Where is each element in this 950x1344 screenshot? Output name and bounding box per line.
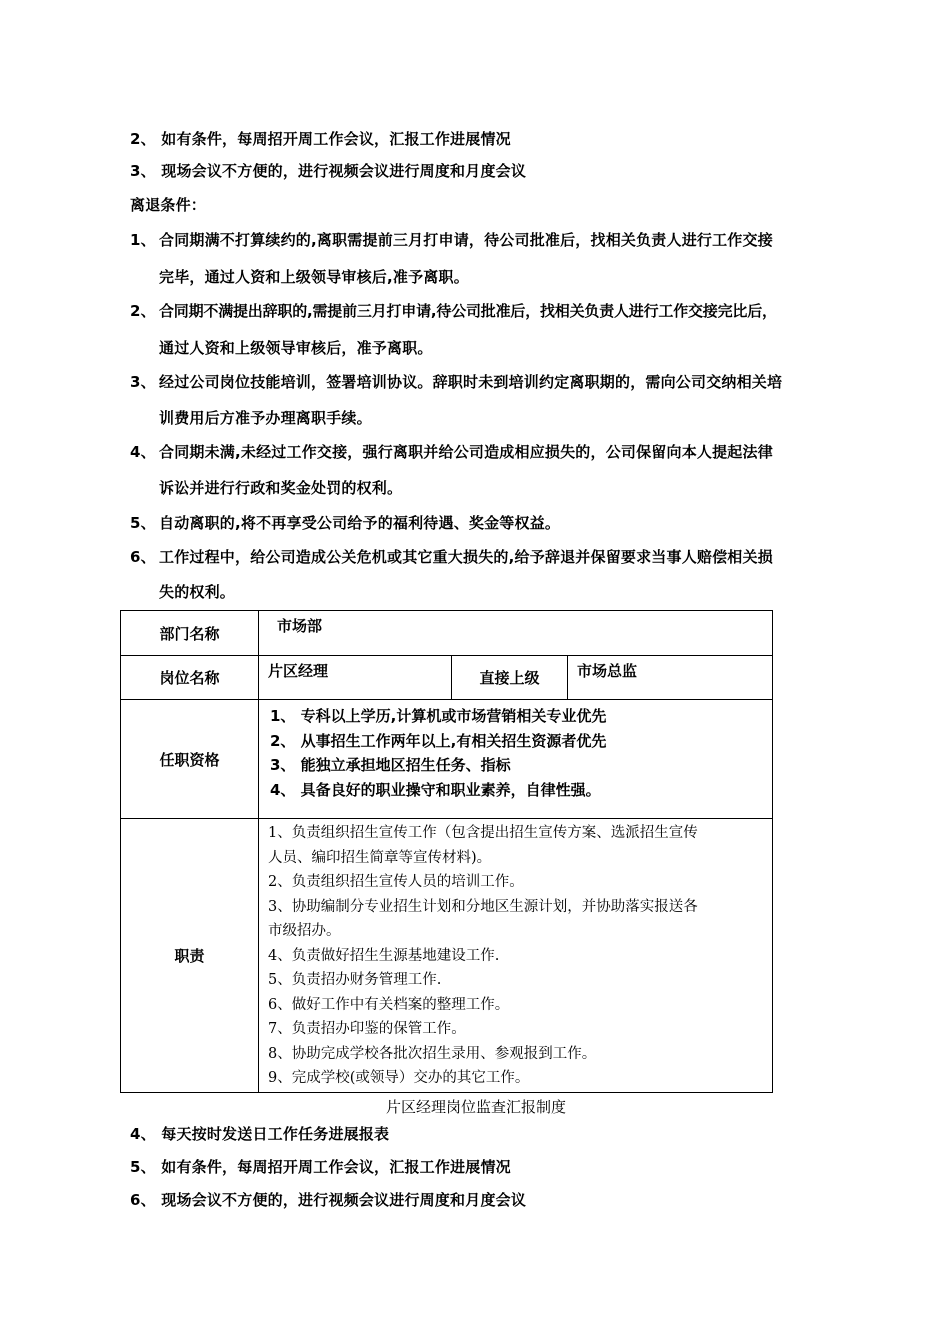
leave-item-text: 自动离职的,将不再享受公司给予的福利待遇、奖金等权益。 [159, 514, 561, 532]
leave-item-num: 4、 [130, 443, 156, 461]
duty-item: 9、完成学校(或领导）交办的其它工作。 [268, 1070, 530, 1086]
duty-item: 1、负责组织招生宣传工作（包含提出招生宣传方案、选派招生宣传 [268, 825, 698, 841]
duty-label: 职责 [121, 819, 259, 1093]
leave-item-text: 诉讼并进行行政和奖金处罚的权利。 [159, 479, 403, 497]
qualification-item: 2、 从事招生工作两年以上,有相关招生资源者优先 [270, 731, 607, 750]
leave-item-text: 合同期未满,未经过工作交接，强行离职并给公司造成相应损失的，公司保留向本人提起法律 [159, 443, 773, 461]
duty-item: 6、做好工作中有关档案的整理工作。 [268, 996, 510, 1013]
qualification-item: 4、 具备良好的职业操守和职业素养，自律性强。 [270, 780, 601, 799]
leave-item-text: 完毕，通过人资和上级领导审核后,准予离职。 [159, 268, 469, 286]
leave-item-text: 经过公司岗位技能培训，签署培训协议。辞职时未到培训约定离职期的，需向公司交纳相关培 [159, 373, 783, 391]
leave-item-num: 5、 [130, 514, 156, 532]
duty-item: 市级招办。 [268, 923, 341, 939]
bottom-list-item: 5、 如有条件，每周招开周工作会议，汇报工作进展情况 [130, 1158, 511, 1176]
post-value: 片区经理 [259, 656, 452, 700]
bottom-list-item: 6、 现场会议不方便的，进行视频会议进行周度和月度会议 [130, 1191, 527, 1209]
post-label: 岗位名称 [121, 656, 259, 700]
leave-item-text: 合同期满不打算续约的,离职需提前三月打申请，待公司批准后，找相关负责人进行工作交接 [159, 231, 773, 249]
duty-item: 人员、编印招生简章等宣传材料)。 [268, 849, 492, 866]
table-caption: 片区经理岗位监查汇报制度 [386, 1098, 567, 1116]
superior-label: 直接上级 [452, 656, 568, 700]
duty-item: 7、负责招办印鉴的保管工作。 [268, 1021, 466, 1037]
qualification-list [259, 700, 773, 819]
superior-value: 市场总监 [568, 656, 773, 700]
leave-item-text: 训费用后方准予办理离职手续。 [159, 409, 372, 427]
duty-list [259, 819, 773, 1093]
qualification-item: 1、 专科以上学历,计算机或市场营销相关专业优先 [270, 707, 607, 725]
leave-item-text: 通过人资和上级领导审核后，准予离职。 [159, 339, 433, 357]
qualification-item: 3、 能独立承担地区招生任务、指标 [270, 756, 511, 774]
leave-item-num: 6、 [130, 548, 156, 566]
leave-item-num: 3、 [130, 373, 156, 391]
qualification-label: 任职资格 [121, 700, 259, 819]
bottom-list-item: 4、 每天按时发送日工作任务进展报表 [130, 1125, 390, 1143]
leave-item-text: 工作过程中，给公司造成公关危机或其它重大损失的,给予辞退并保留要求当事人赔偿相关损 [159, 548, 773, 566]
dept-value: 市场部 [259, 611, 773, 656]
top-list-item: 3、 现场会议不方便的，进行视频会议进行周度和月度会议 [130, 162, 527, 180]
top-list-item: 2、 如有条件，每周招开周工作会议，汇报工作进展情况 [130, 130, 511, 148]
duty-item: 5、负责招办财务管理工作. [268, 972, 442, 988]
duty-item: 8、协助完成学校各批次招生录用、参观报到工作。 [268, 1045, 597, 1062]
dept-label: 部门名称 [121, 611, 259, 656]
duty-item: 2、负责组织招生宣传人员的培训工作。 [268, 874, 524, 890]
duty-item: 3、协助编制分专业招生计划和分地区生源计划，并协助落实报送各 [268, 898, 698, 915]
leave-item-text: 合同期不满提出辞职的,需提前三月打申请,待公司批准后，找相关负责人进行工作交接完比后， [159, 302, 777, 320]
leave-item-num: 2、 [130, 302, 156, 320]
leave-item-text: 失的权利。 [159, 583, 236, 601]
job-description-table [120, 610, 773, 1093]
leave-item-num: 1、 [130, 231, 156, 249]
leave-heading: 离退条件： [130, 196, 207, 214]
duty-item: 4、负责做好招生生源基地建设工作. [268, 947, 500, 964]
